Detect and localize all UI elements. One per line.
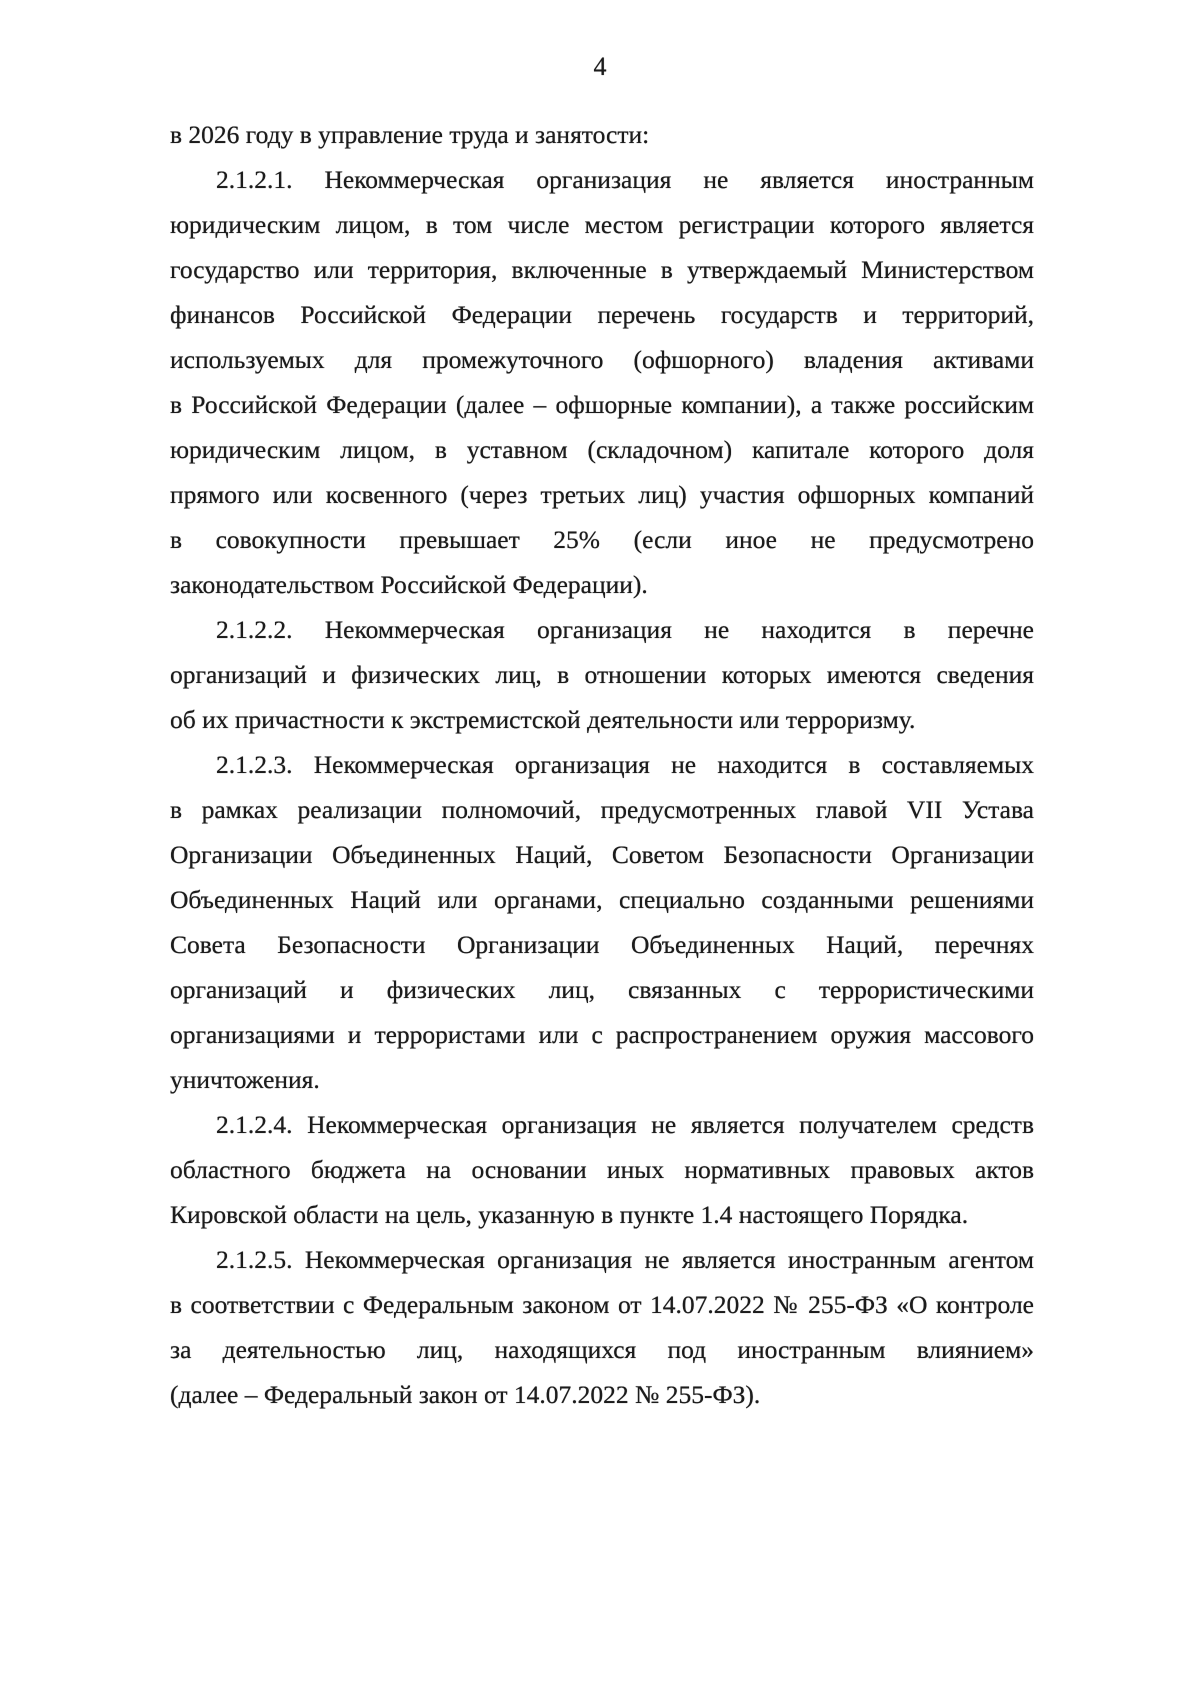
text-line: организаций и физических лиц, в отношении которых имеются сведения xyxy=(170,660,1034,689)
text-line: прямого или косвенного (через третьих лиц) участия офшорных компаний xyxy=(170,480,1034,509)
text-line: 2.1.2.2. Некоммерческая организация не находится в перечне xyxy=(216,615,1034,644)
text-line: в соответствии с Федеральным законом от 14.07.2022 № 255-ФЗ «О контроле xyxy=(170,1290,1034,1319)
paragraph xyxy=(170,742,1034,1102)
paragraph xyxy=(170,1102,1034,1237)
text-line: организациями и террористами или с распространением оружия массового xyxy=(170,1020,1034,1049)
text-line: Кировской области на цель, указанную в пункте 1.4 настоящего Порядка. xyxy=(170,1200,969,1229)
text-line: в совокупности превышает 25% (если иное не предусмотрено xyxy=(170,525,1034,554)
text-line: областного бюджета на основании иных нормативных правовых актов xyxy=(170,1155,1034,1184)
text-line: государство или территория, включенные в утверждаемый Министерством xyxy=(170,255,1034,284)
text-line: используемых для промежуточного (офшорного) владения активами xyxy=(170,345,1034,374)
text-line: Объединенных Наций или органами, специально созданными решениями xyxy=(170,885,1034,914)
text-line: в рамках реализации полномочий, предусмотренных главой VII Устава xyxy=(170,795,1034,824)
text-line: организаций и физических лиц, связанных с террористическими xyxy=(170,975,1034,1004)
text-line: юридическим лицом, в уставном (складочном) капитале которого доля xyxy=(170,435,1034,464)
text-line: 2.1.2.4. Некоммерческая организация не является получателем средств xyxy=(216,1110,1034,1139)
text-line: в 2026 году в управление труда и занятости: xyxy=(170,120,650,149)
paragraph xyxy=(170,157,1034,607)
text-line: 2.1.2.3. Некоммерческая организация не находится в составляемых xyxy=(216,750,1034,779)
text-line: об их причастности к экстремистской деятельности или терроризму. xyxy=(170,705,916,734)
page-number: 4 xyxy=(593,52,607,81)
paragraph xyxy=(170,112,1034,157)
text-line: в Российской Федерации (далее – офшорные компании), а также российским xyxy=(170,390,1034,419)
text-line: Совета Безопасности Организации Объединенных Наций, перечнях xyxy=(170,930,1034,959)
text-line: 2.1.2.1. Некоммерческая организация не является иностранным xyxy=(216,165,1034,194)
text-line: (далее – Федеральный закон от 14.07.2022 № 255-ФЗ). xyxy=(170,1380,761,1409)
text-line: финансов Российской Федерации перечень государств и территорий, xyxy=(170,300,1034,329)
paragraph xyxy=(170,1237,1034,1417)
text-line: юридическим лицом, в том числе местом регистрации которого является xyxy=(170,210,1034,239)
paragraph xyxy=(170,607,1034,742)
text-line: Организации Объединенных Наций, Советом Безопасности Организации xyxy=(170,840,1034,869)
document-body xyxy=(170,112,1034,1417)
text-line: за деятельностью лиц, находящихся под иностранным влиянием» xyxy=(170,1335,1034,1364)
text-line: законодательством Российской Федерации). xyxy=(170,570,648,599)
text-line: 2.1.2.5. Некоммерческая организация не является иностранным агентом xyxy=(216,1245,1034,1274)
text-line: уничтожения. xyxy=(170,1065,320,1094)
